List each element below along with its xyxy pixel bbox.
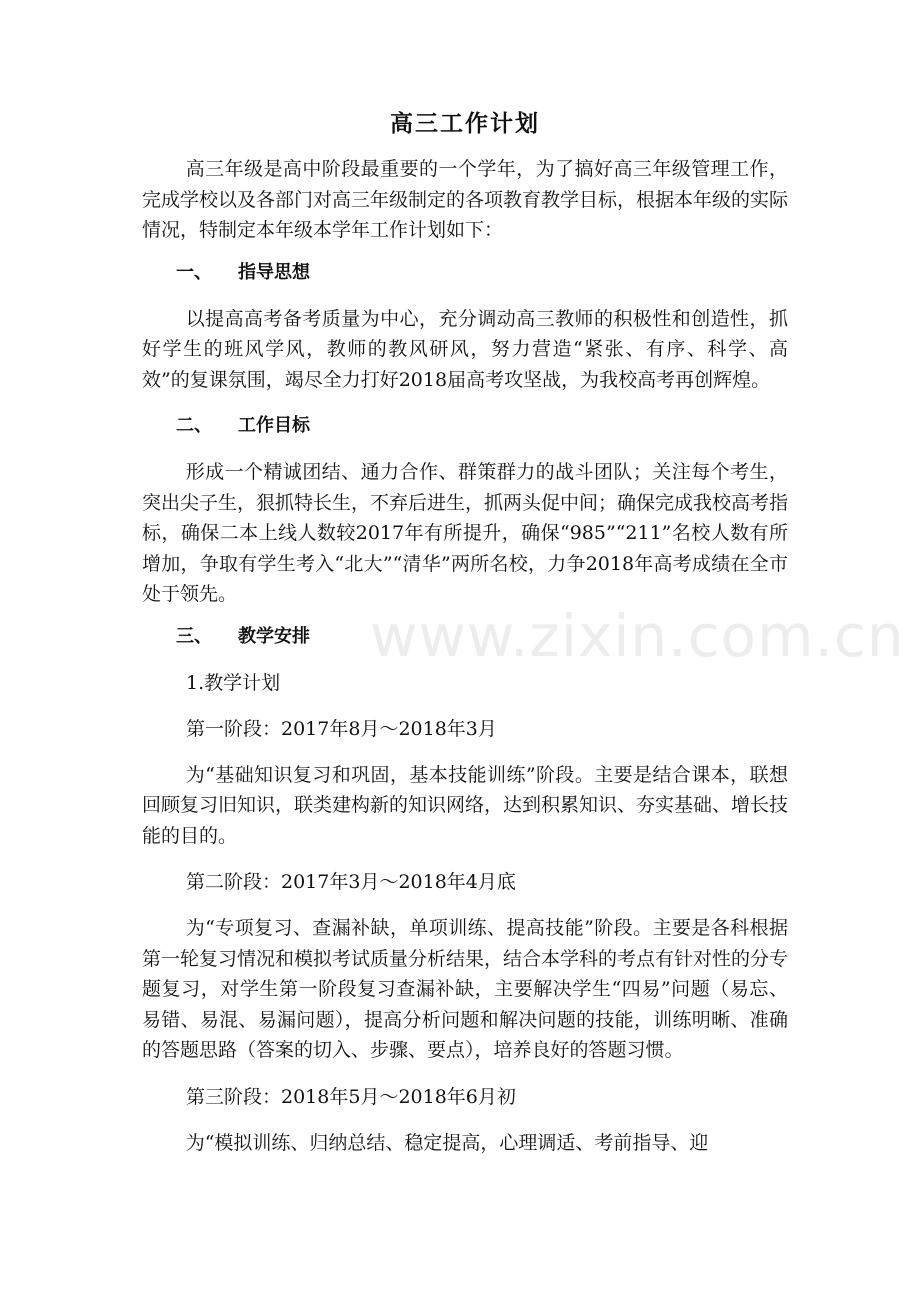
section-title: 指导思想 <box>238 261 310 283</box>
document-page <box>142 108 788 1174</box>
section-heading-2 <box>176 411 788 441</box>
document-title: 高三工作计划 <box>390 111 540 137</box>
watermark: www.zixin.com.cn <box>370 602 905 670</box>
section-number: 一、 <box>176 261 212 283</box>
section-title: 工作目标 <box>238 415 310 436</box>
intro-paragraph: 高三年级是高中阶段最重要的一个学年，为了搞好高三年级管理工作，完成学校以及各部门对高三年级制定的各项教育教学目标，根据本年级的实际情况，特制定本年级本学年工作计划如下： <box>142 158 789 241</box>
stage-body-2: 为“专项复习、查漏补缺，单项训练、提高技能”阶段。主要是各科根据第一轮复习情况和模拟考试质量分析结果，结合本学科的考点有针对性的分专题复习，对学生第一阶段复习查漏补缺，主要解决学生“四易”问题（易忘、易错、易混、易漏问题），提高分析问题和解决问题的技能，训练明晰、准确的答题思路（答案的切入、步骤、要点），培养良好的答题习惯。 <box>142 917 789 1061</box>
stage-body-1: 为“基础知识复习和巩固，基本技能训练”阶段。主要是结合课本，联想回顾复习旧知识，联类建构新的知识网络，达到积累知识、夯实基础、增长技能的目的。 <box>142 763 789 847</box>
section-heading-3 <box>176 622 788 652</box>
stage-heading-3: 第三阶段：2018年5月～2018年6月初 <box>186 1085 516 1108</box>
section-body-2: 形成一个精诚团结、通力合作、群策群力的战斗团队；关注每个考生，突出尖子生，狠抓特长生，不弃后进生，抓两头促中间；确保完成我校高考指标，确保二本上线人数较2017年有所提升，确保“985”“211”名校人数有所增加，争取有学生考入“北大”“清华”两所名校，力争2018年高考成绩在全市处于领先。 <box>142 461 789 605</box>
stage-body-3: 为“模拟训练、归纳总结、稳定提高，心理调适、考前指导、迎 <box>185 1131 709 1154</box>
section-title: 教学安排 <box>238 625 310 647</box>
stage-heading-1: 第一阶段：2017年8月～2018年3月 <box>186 717 497 740</box>
section-number: 三、 <box>176 625 212 647</box>
section-number: 二、 <box>176 415 212 436</box>
teaching-plan-label: 1.教学计划 <box>186 671 281 694</box>
section-heading-1 <box>176 258 788 288</box>
section-body-1: 以提高高考备考质量为中心，充分调动高三教师的积极性和创造性，抓好学生的班风学风，教师的教风研风，努力营造“紧张、有序、科学、高效”的复课氛围，竭尽全力打好2018届高考攻坚战，为我校高考再创辉煌。 <box>142 307 788 391</box>
stage-heading-2: 第二阶段：2017年3月～2018年4月底 <box>186 871 516 893</box>
